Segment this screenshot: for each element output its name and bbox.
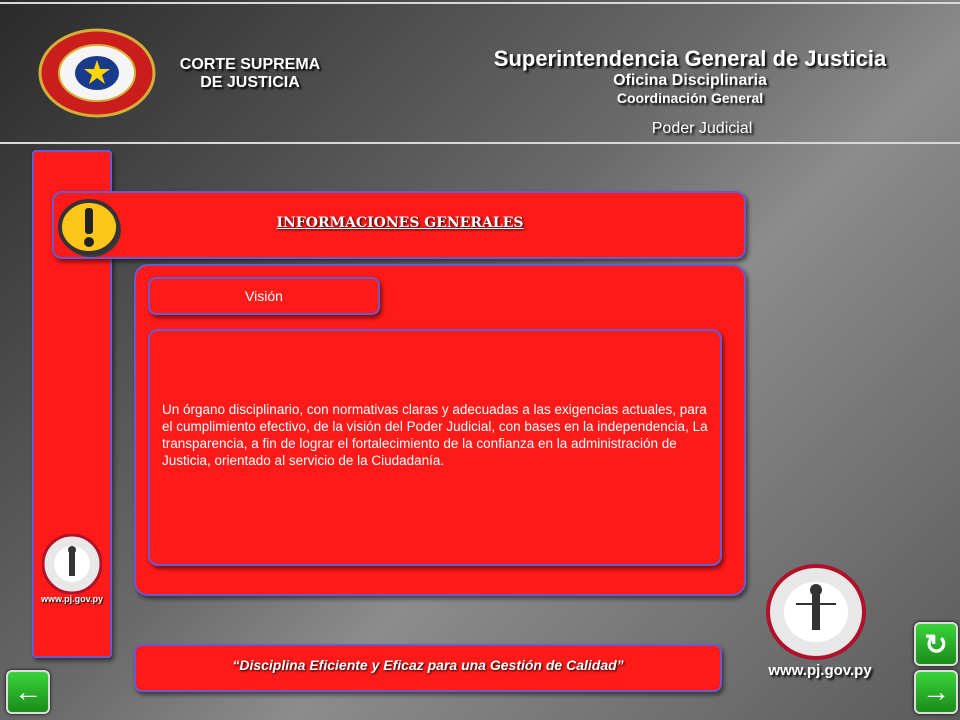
refresh-icon: ↻ — [924, 628, 948, 660]
paraguay-seal-icon — [38, 28, 156, 118]
forward-button[interactable] — [914, 670, 958, 714]
coordination-label: Coordinación General — [616, 90, 764, 106]
header-bottom-line — [0, 142, 960, 144]
page-title: Superintendencia General de Justicia — [493, 46, 887, 71]
poder-judicial-label: Poder Judicial — [651, 120, 753, 137]
refresh-button[interactable] — [914, 622, 958, 666]
tab-vision[interactable]: Visión — [148, 277, 380, 315]
forward-arrow-icon: → — [922, 676, 950, 707]
corte-line-1: CORTE SUPREMA — [179, 56, 321, 73]
vision-body-text: Un órgano disciplinario, con normativas claras y adecuadas a las exigencias actuales, para el cumplimiento efectivo, de la visión del Poder Judicial, con bases en la independencia, La transparencia, a fin de lograr el fortalecimiento de la confianza en la administración de Justicia, orientado al servicio de la Ciudadanía. — [162, 402, 708, 468]
supreme-court-logo-icon — [766, 564, 866, 660]
corte-line-2: DE JUSTICIA — [200, 74, 300, 91]
back-arrow-icon: ← — [14, 676, 42, 707]
header-titles — [450, 46, 930, 106]
motto-text: “Disciplina Eficiente y Eficaz para una Gestión de Calidad” — [232, 657, 624, 673]
header-top-line — [0, 2, 960, 4]
supreme-court-logo-small-icon — [42, 534, 102, 594]
website-link-large[interactable]: www.pj.gov.py — [768, 662, 872, 679]
banner-title: INFORMACIONES GENERALES — [276, 215, 524, 231]
page-subtitle: Oficina Disciplinaria — [613, 72, 767, 89]
back-button[interactable] — [6, 670, 50, 714]
warning-icon — [58, 198, 124, 258]
corte-suprema-label — [160, 56, 340, 92]
website-link-small[interactable]: www.pj.gov.py — [40, 594, 103, 604]
